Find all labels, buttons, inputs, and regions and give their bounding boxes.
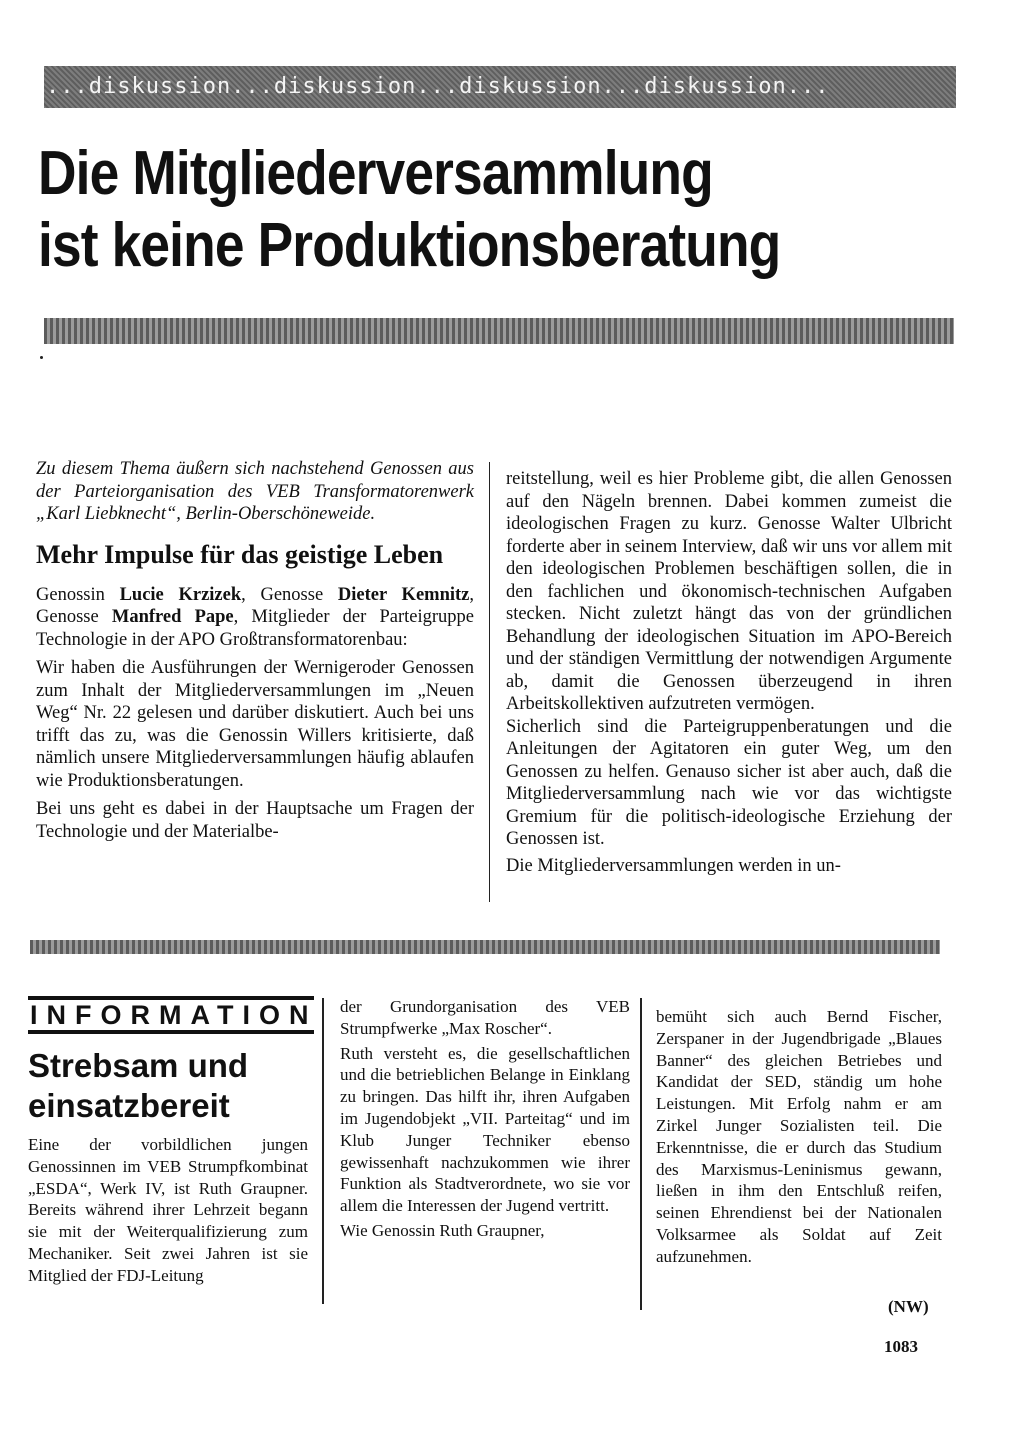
headline-rule: [44, 318, 954, 344]
article-paragraph: reitstellung, weil es hier Probleme gibt, die allen Genossen auf den Nägeln brennen. Dabei kommen zumeist die ideologischen Fragen zu kurz. Genosse Walter Ulbricht forderte aber in seinem Interview, daß wir uns vor allem mit den ideologischen Problemen beschäftigen sollen, die in den fachlichen und ökonomisch-technischen Aufgaben stecken. Nicht zuletzt hängt das von der gründlichen Behandlung der ideologischen Situation im APO-Bereich und der ständigen Vermittlung der notwendigen Argumente ab, damit die Genossen überzeugend in ihren Arbeitskollektiven aufzutreten vermögen.: [506, 469, 952, 714]
article-paragraph: Bei uns geht es dabei in der Hauptsache um Fragen der Technologie und der Materialbe-: [36, 799, 474, 842]
information-title: Strebsam und einsatzbereit: [28, 1047, 249, 1124]
author-name: Manfred Pape: [111, 607, 234, 627]
info-paragraph: der Grundorganisation des VEB Strumpfwerke „Max Roscher“.: [340, 997, 630, 1038]
information-label: INFORMATION: [28, 996, 314, 1034]
article-paragraph: Die Mitgliederversammlungen werden in un-: [506, 855, 841, 876]
page-title: [38, 138, 829, 282]
discussion-banner: ...diskussion...diskussion...diskussion...diskussion...: [44, 66, 956, 108]
page-number: 1083: [884, 1337, 918, 1356]
author-name: Dieter Kemnitz: [337, 584, 470, 605]
author-name: Lucie Krzizek: [119, 584, 242, 605]
article-authors: [36, 584, 474, 652]
column-divider: [322, 998, 324, 1304]
authors-text: , Mitglieder der Parteigruppe Technologie in der APO Großtransformatorenbau:: [36, 607, 474, 650]
info-column-3: [656, 1006, 942, 1268]
authors-text: , Genosse: [241, 584, 338, 605]
section-rule: [30, 940, 940, 954]
title-line-1: Die Mitgliederversammlung: [38, 139, 713, 208]
info-paragraph: bemüht sich auch Bernd Fischer, Zerspaner in der Jugendbrigade „Blaues Banner“ des gleichen Betriebes und Kandidat der SED, ständig um hohe Leistungen. Mit Erfolg nahm er am Zirkel Junger Sozialisten teil. Die Erkenntnisse, die er durch das Studium des Marxismus-Leninismus gewann, ließen in ihm den Entschluß reifen, seinen Ehrendienst bei der Nationalen Volksarmee als Soldat auf Zeit aufzunehmen.: [656, 1007, 942, 1266]
article-subheading: Mehr Impulse für das geistige Leben: [36, 539, 444, 569]
article-paragraph: Wir haben die Ausführungen der Wernigeroder Genossen zum Inhalt der Mitgliederversammlungen im „Neuen Weg“ Nr. 22 gelesen und darüber diskutiert. Auch bei uns trifft das zu, was die Genossin Willers kritisierte, daß nämlich unsere Mitgliederversammlungen häufig ablaufen wie Produktionsberatungen.: [36, 658, 474, 791]
info-paragraph: Ruth versteht es, die gesellschaftlichen und die betrieblichen Belange in Einklang zu bringen. Das hilft ihr, ihren Aufgaben im Jugendobjekt „VII. Parteitag“ und im Klub Junger Techniker ebenso gewissenhaft nachzukommen wie ihrer Funktion als Stadtverordnete, wo sie vor allem die Interessen der Jugend vertritt.: [340, 1043, 630, 1216]
article-column-2: [506, 468, 952, 877]
authors-text: , Genosse: [36, 584, 474, 627]
column-divider: [489, 462, 490, 902]
article-paragraph: Sicherlich sind die Parteigruppenberatungen und die Anleitungen der Agitatoren ein guter Weg, um den Genossen zu helfen. Genauso sicher ist aber auch, daß die Mitgliederversammlung nach wie vor das wichtigste Gremium für die politisch-ideologische Erziehung der Genossen ist.: [506, 716, 952, 849]
authors-text: Genossin: [36, 584, 120, 605]
info-paragraph: Wie Genossin Ruth Graupner,: [340, 1220, 545, 1240]
article-intro: Zu diesem Thema äußern sich nachstehend Genossen aus der Parteiorganisation des VEB Transformatorenwerk „Karl Liebknecht“, Berlin-Oberschöneweide.: [36, 459, 474, 524]
info-column-2: [340, 996, 630, 1242]
title-line-2: ist keine Produktionsberatung: [38, 211, 781, 280]
author-signature: (NW): [888, 1297, 929, 1316]
speck: [40, 356, 43, 359]
info-paragraph: Eine der vorbildlichen jungen Genossinnen im VEB Strumpfkombinat „ESDA“, Werk IV, ist Ruth Graupner. Bereits während ihrer Lehrzeit begann sie mit der Weiterqualifizierung zum Mechaniker. Seit zwei Jahren ist sie Mitglied der FDJ-Leitung: [28, 1135, 308, 1285]
info-column-1: [28, 1134, 308, 1287]
column-divider: [640, 998, 642, 1310]
article-column-1: [36, 458, 474, 843]
